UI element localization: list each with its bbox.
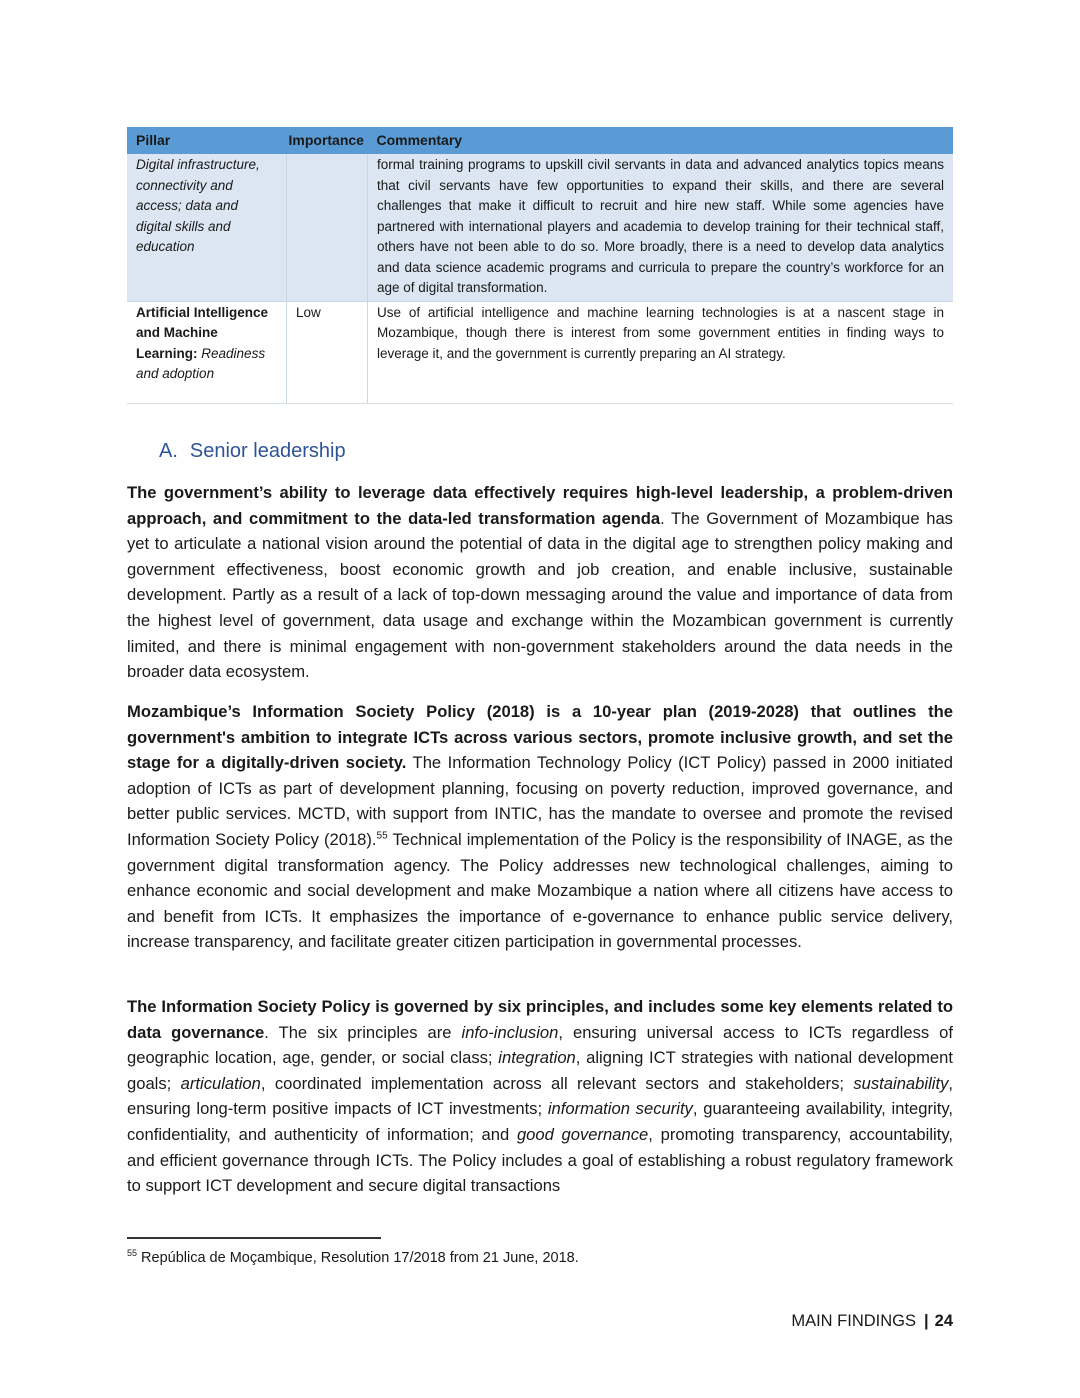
page-number: 24 (934, 1312, 953, 1330)
principle-term: info-inclusion (461, 1022, 559, 1042)
footer-section: MAIN FINDINGS (791, 1312, 917, 1330)
paragraph-text: , promoting transparency, accountability, and efficient governance through ICTs. The Policy includes a goal of establishing a robust regulatory framework to support ICT development and secure digital transactions (127, 1124, 953, 1196)
section-heading (159, 440, 346, 463)
paragraph-lead: The Information Society Policy is governed by six principles, and includes some key elements related to data governance (127, 997, 953, 1042)
footnote-number: 55 (127, 1248, 138, 1259)
paragraph-text: , ensuring universal access to ICTs regardless of geographic location, age, gender, or social class; (127, 1022, 953, 1068)
footnote (127, 1250, 579, 1266)
principle-term: information security (547, 1099, 693, 1119)
paragraph-senior-leadership (127, 480, 953, 685)
paragraph-body-cont: Technical implementation of the Policy is the responsibility of INAGE, as the government digital transformation agency. The Policy addresses new technological challenges, aiming to enhance economic and social development and make Mozambique a nation where all citizens have access to and benefit from ICTs. It emphasizes the importance of e-governance to enhance public service delivery, increase transparency, and facilitate greater citizen participation in governmental processes. (127, 829, 953, 952)
paragraph-text: . The six principles are (264, 1022, 462, 1042)
paragraph-information-society-policy (127, 699, 953, 955)
table-row (127, 154, 953, 301)
pillar-bold: Artificial Intelligence and Machine Learning: (136, 304, 269, 361)
paragraph-text: , coordinated implementation across all relevant sectors and stakeholders; (260, 1073, 854, 1093)
importance-cell: Low (287, 301, 368, 403)
paragraph-lead: The government’s ability to leverage data effectively requires high-level leadership, a problem-driven approach, and commitment to the data-led transformation agenda (127, 483, 953, 528)
footnote-text: República de Moçambique, Resolution 17/2018 from 21 June, 2018. (137, 1250, 579, 1266)
principle-term: articulation (180, 1073, 261, 1093)
pillar-italic: Readiness and adoption (136, 345, 266, 381)
footnote-ref[interactable]: 55 (376, 830, 388, 842)
section-title: Senior leadership (189, 440, 346, 462)
section-number: A. (159, 440, 178, 462)
commentary-cell: formal training programs to upskill civil servants in data and advanced analytics topics means that civil servants have few opportunities to expand their skills, and there are several challenges that make it difficult to recruit and hire new staff. While some agencies have partnered with international players and academia to develop training for their technical staff, others have not been able to do so. More broadly, there is a need to develop data analytics and data science academic programs and curricula to prepare the country’s workforce for an age of digital transformation. (368, 154, 954, 301)
commentary-cell: Use of artificial intelligence and machine learning technologies is at a nascent stage in Mozambique, though there is interest from some government entities in finding ways to leverage it, and the government is currently preparing an AI strategy. (368, 301, 954, 403)
paragraph-six-principles (127, 994, 953, 1199)
pillar-cell (127, 154, 287, 301)
footer-separator: | (924, 1312, 929, 1330)
paragraph-text: , guaranteeing availability, integrity, confidentiality, and authenticity of information; and (127, 1099, 954, 1144)
page-footer (791, 1312, 953, 1331)
importance-cell (287, 154, 368, 301)
principle-term: good governance (516, 1124, 649, 1144)
table-row (127, 301, 953, 403)
pillar-italic: Digital infrastructure, connectivity and access; data and digital skills and education (136, 157, 260, 254)
paragraph-lead: Mozambique’s Information Society Policy (2018) is a 10-year plan (2019-2028) that outlines the government's ambition to integrate ICTs across various sectors, promote inclusive growth, and set the stage for a digitally-driven society. (127, 702, 953, 773)
paragraph-body: The Information Technology Policy (ICT Policy) passed in 2000 initiated adoption of ICTs as part of development planning, focusing on poverty reduction, improved governance, and better public services. MCTD, with support from INTIC, has the mandate to oversee and promote the revised Information Society Policy (2018). (127, 753, 953, 849)
header-commentary: Commentary (368, 127, 954, 154)
pillar-cell (127, 301, 287, 403)
header-importance: Importance (287, 127, 368, 154)
table-header-row (127, 127, 953, 154)
principle-term: sustainability (853, 1073, 949, 1093)
paragraph-text: , ensuring long-term positive impacts of ICT investments; (127, 1073, 953, 1119)
paragraph-body: . The Government of Mozambique has yet to articulate a national vision around the potential of data in the digital age to strengthen policy making and government effectiveness, boost economic growth and job creation, and enable inclusive, sustainable development. Partly as a result of a lack of top-down messaging around the value and importance of data from the highest level of government, data usage and exchange within the Mozambican government is currently limited, and there is minimal engagement with non-government stakeholders around the data needs in the broader data ecosystem. (127, 508, 953, 682)
header-pillar: Pillar (127, 127, 287, 154)
pillar-table (127, 127, 953, 404)
footnote-divider (127, 1237, 381, 1239)
paragraph-text: , aligning ICT strategies with national development goals; (127, 1048, 953, 1093)
principle-term: integration (498, 1048, 576, 1068)
